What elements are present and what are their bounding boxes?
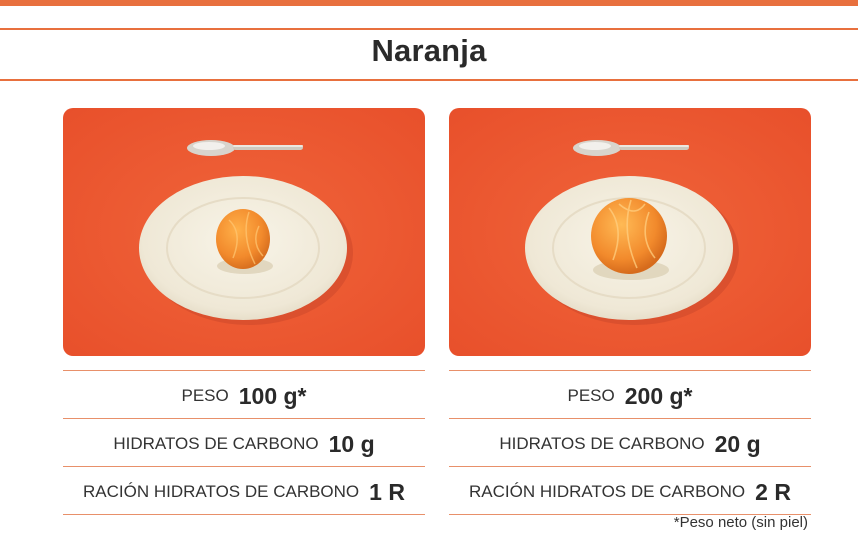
carbs-value: 10 g (328, 430, 375, 457)
divider (449, 370, 811, 371)
divider (63, 466, 425, 467)
carbs-row (63, 420, 425, 468)
divider (63, 514, 425, 515)
ration-value: 2 R (755, 478, 791, 505)
ration-value: 1 R (369, 478, 405, 505)
weight-label: PESO (567, 386, 615, 405)
weight-row (63, 372, 425, 420)
ration-label: RACIÓN HIDRATOS DE CARBONO (83, 482, 360, 501)
title-top-rule (0, 28, 858, 30)
divider (63, 370, 425, 371)
weight-value: 200 g* (624, 382, 693, 409)
orange-plate-illustration (449, 108, 811, 356)
carbs-row (449, 420, 811, 468)
divider (63, 418, 425, 419)
orange-plate-illustration (63, 108, 425, 356)
top-accent-bar (0, 0, 858, 6)
carbs-label: HIDRATOS DE CARBONO (113, 434, 319, 453)
carbs-value: 20 g (714, 430, 761, 457)
photo-small-portion (63, 108, 425, 356)
ration-label: RACIÓN HIDRATOS DE CARBONO (469, 482, 746, 501)
weight-row (449, 372, 811, 420)
weight-label: PESO (181, 386, 229, 405)
weight-value: 100 g* (238, 382, 307, 409)
carbs-label: HIDRATOS DE CARBONO (499, 434, 705, 453)
title-bottom-rule (0, 79, 858, 81)
photo-large-portion (449, 108, 811, 356)
footnote: *Peso neto (sin piel) (673, 514, 808, 531)
page-title: Naranja (371, 33, 487, 68)
divider (449, 466, 811, 467)
divider (449, 418, 811, 419)
ration-row (63, 468, 425, 516)
ration-row (449, 468, 811, 516)
